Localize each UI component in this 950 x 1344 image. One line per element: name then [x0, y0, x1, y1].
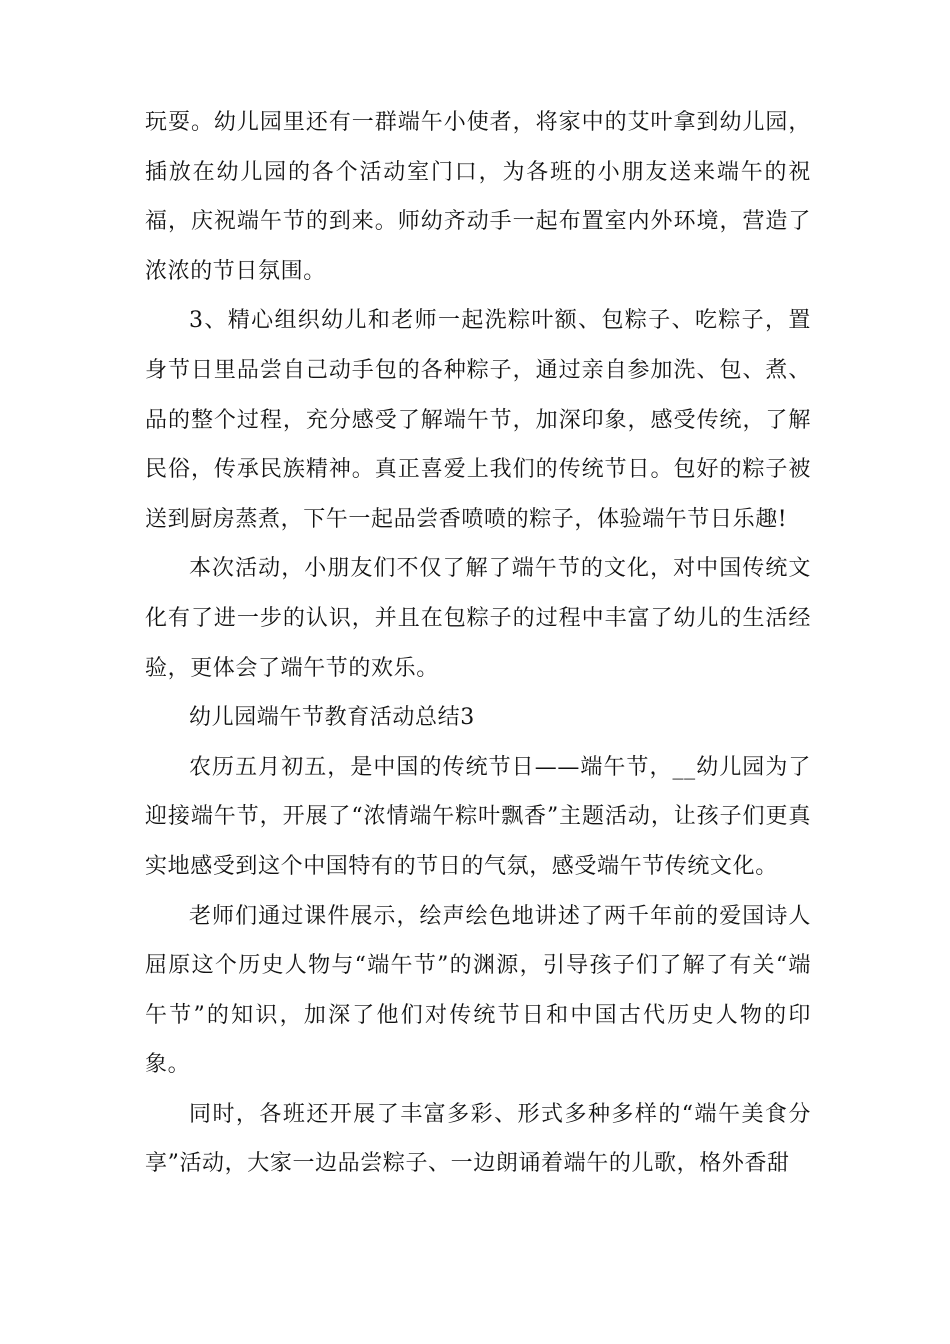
section-heading: 幼儿园端午节教育活动总结3 [189, 705, 475, 731]
paragraph-food-sharing: 同时，各班还开展了丰富多彩、形式多种多样的“端午美食分享”活动，大家一边品尝粽子、一边朗诵着端午的儿歌，格外香甜 [145, 1101, 811, 1177]
document-body [145, 98, 811, 1189]
paragraph-item-3: 3、精心组织幼儿和老师一起洗粽叶额、包粽子、吃粽子，置身节日里品尝自己动手包的各种粽子，通过亲自参加洗、包、煮、品的整个过程，充分感受了解端午节，加深印象，感受传统，了解民俗，传承民族精神。真正喜爱上我们的传统节日。包好的粽子被送到厨房蒸煮，下午一起品尝香喷喷的粽子，体验端午节日乐趣! [145, 308, 811, 532]
paragraph-teachers: 老师们通过课件展示，绘声绘色地讲述了两千年前的爱国诗人屈原这个历史人物与“端午节”的渊源，引导孩子们了解了有关“端午节”的知识，加深了他们对传统节日和中国古代历史人物的印象。 [145, 903, 811, 1078]
paragraph-activity-summary: 本次活动，小朋友们不仅了解了端午节的文化，对中国传统文化有了进一步的认识，并且在包粽子的过程中丰富了幼儿的生活经验，更体会了端午节的欢乐。 [145, 556, 811, 681]
paragraph-continuation: 玩耍。幼儿园里还有一群端午小使者，将家中的艾叶拿到幼儿园，插放在幼儿园的各个活动室门口，为各班的小朋友送来端午的祝福，庆祝端午节的到来。师幼齐动手一起布置室内外环境，营造了浓浓的节日氛围。 [145, 110, 811, 284]
paragraph-intro: 农历五月初五，是中国的传统节日——端午节，__幼儿园为了迎接端午节，开展了“浓情端午粽叶飘香”主题活动，让孩子们更真实地感受到这个中国特有的节日的气氛，感受端午节传统文化。 [145, 754, 811, 879]
